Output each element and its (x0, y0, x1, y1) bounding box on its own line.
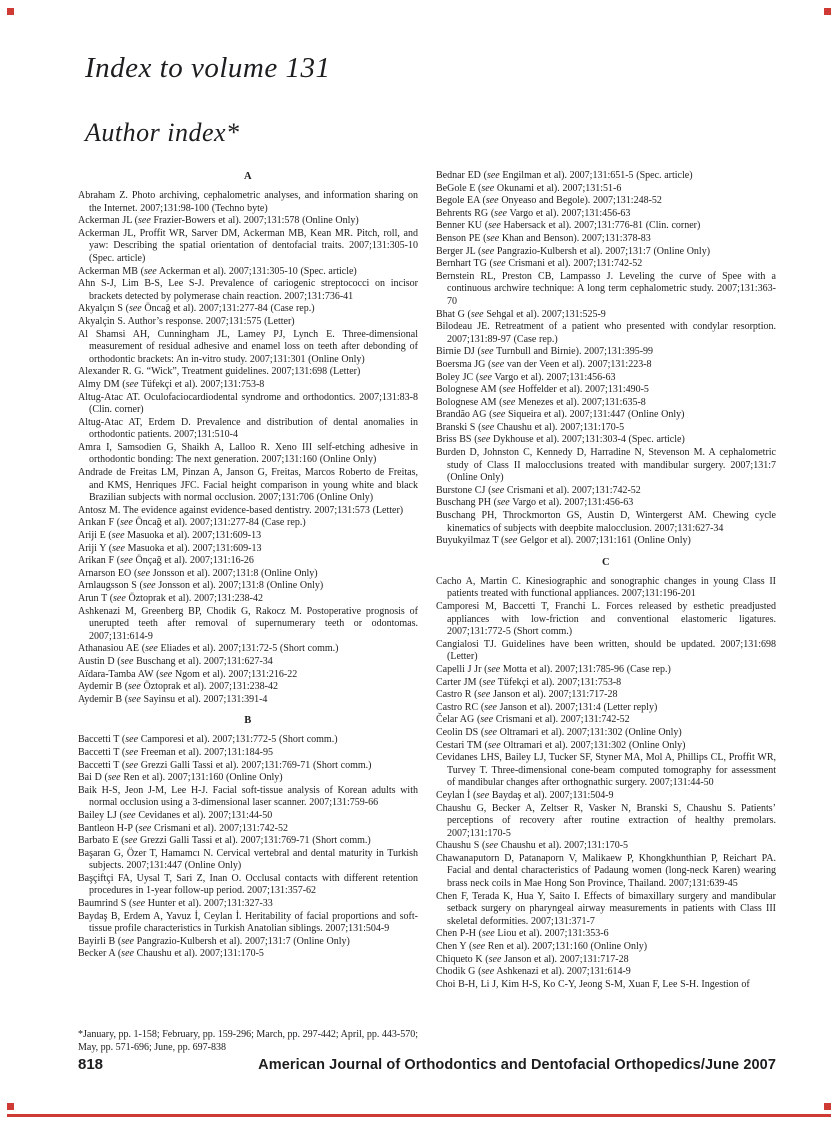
index-entry: Ceylan İ (see Baydaş et al). 2007;131:504-9 (436, 789, 614, 801)
crop-mark (7, 1103, 14, 1110)
index-entry: Boley JC (see Vargo et al). 2007;131:456-63 (436, 371, 616, 383)
index-entry: Al Shamsi AH, Cunningham JL, Lamey PJ, Lynch E. Three-dimensional measurement of residual adhesive and enamel loss on teeth after debonding of orthodontic brackets: An in-vitro study. 2007;131:301 (Online Only) (78, 328, 418, 365)
index-entry: Birnie DJ (see Turnbull and Birnie). 2007;131:395-99 (436, 346, 654, 358)
index-entry: Bantleon H-P (see Crismani et al). 2007;131:742-52 (78, 822, 288, 834)
index-entry: Chaushu S (see Chaushu et al). 2007;131:170-5 (436, 840, 629, 852)
index-entry: Chodik G (see Ashkenazi et al). 2007;131:614-9 (436, 966, 631, 978)
index-entry: Begole EA (see Onyeaso and Begole). 2007;131:248-52 (436, 195, 662, 207)
index-entry: Chaushu G, Becker A, Zeltser R, Vasker N, Branski S, Chaushu S. Patients’ perceptions of recovery after routine extraction of healthy premolars. 2007;131:170-5 (436, 802, 776, 839)
index-entry: Ariji Y (see Masuoka et al). 2007;131:609-13 (78, 542, 262, 554)
index-entry: Arun T (see Öztoprak et al). 2007;131:238-42 (78, 593, 263, 604)
right-column-entries (436, 170, 776, 991)
index-entry: Buyukyilmaz T (see Gelgor et al). 2007;131:161 (Online Only) (436, 535, 691, 547)
index-entry: Andrade de Freitas LM, Pinzan A, Janson G, Freitas, Marcos Roberto de Freitas, and KMS, Henriques JFC. Facial height comparison in young white and black Brazilian subjects with normal occlusion. 2007;131:706 (Online Only) (78, 467, 418, 504)
index-entry: Briss BS (see Dykhouse et al). 2007;131:303-4 (Spec. article) (436, 434, 685, 446)
index-entry: Brandão AG (see Siqueira et al). 2007;131:447 (Online Only) (436, 409, 685, 421)
index-entry: Buschang PH (see Vargo et al). 2007;131:456-63 (436, 497, 634, 509)
index-entry: Cangialosi TJ. Guidelines have been written, should be updated. 2007;131:698 (Letter) (436, 638, 776, 663)
index-entry: Arnlaugsson S (see Jonsson et al). 2007;131:8 (Online Only) (78, 580, 324, 592)
crop-mark (824, 8, 831, 15)
index-entry: Bernhart TG (see Crismani et al). 2007;131:742-52 (436, 258, 643, 270)
index-entry: Chen Y (see Ren et al). 2007;131:160 (Online Only) (436, 941, 648, 953)
index-entry: Baumrind S (see Hunter et al). 2007;131:327-33 (78, 898, 273, 910)
index-entry: Ariji E (see Masuoka et al). 2007;131:609-13 (78, 530, 262, 542)
index-entry: Antosz M. The evidence against evidence-based dentistry. 2007;131:573 (Letter) (78, 504, 404, 516)
section-letter: C (601, 556, 611, 568)
index-entry: Burstone CJ (see Crismani et al). 2007;131:742-52 (436, 484, 641, 496)
index-entry: Altug-Atac AT, Erdem D. Prevalence and distribution of dental anomalies in orthodontic patients. 2007;131:510-4 (78, 416, 418, 441)
index-entry: Akyalçin S. Author’s response. 2007;131:575 (Letter) (78, 315, 295, 327)
index-entry: Baccetti T (see Freeman et al). 2007;131:184-95 (78, 746, 273, 758)
index-entry: Baik H-S, Jeon J-M, Lee H-J. Facial soft-tissue analysis of Korean adults with normal occlusion using a 3-dimensional laser scanner. 2007;131:759-66 (78, 784, 418, 809)
index-entry: Başçiftçi FA, Uysal T, Sari Z, Inan O. Occlusal contacts with different retention procedures in 1-year follow-up period. 2007;131:357-62 (78, 872, 418, 897)
index-entry: Ceolin DS (see Oltramari et al). 2007;131:302 (Online Only) (436, 726, 682, 738)
index-entry: Arıkan F (see Öncağ et al). 2007;131:277-84 (Case rep.) (78, 517, 306, 529)
index-entry: Boersma JG (see van der Veen et al). 2007;131:223-8 (436, 358, 652, 370)
section-title-author-index: Author index* (85, 118, 240, 147)
index-entry: Ahn S-J, Lim B-S, Lee S-J. Prevalence of cariogenic streptococci on incisor brackets detected by polymerase chain reaction. 2007;131:736-41 (78, 278, 418, 302)
index-entry: Almy DM (see Tüfekçi et al). 2007;131:753-8 (78, 378, 265, 390)
journal-name: American Journal of Orthodontics and Dentofacial Orthopedics/June 2007 (258, 1057, 776, 1073)
index-entry: Chen F, Terada K, Hua Y, Saito I. Effects of bimaxillary surgery and mandibular setback surgery on pharyngeal airway measurements in patients with Class III skeletal deformities. 2007;131:371-7 (436, 890, 776, 927)
index-entry: Chiqueto K (see Janson et al). 2007;131:717-28 (436, 953, 629, 965)
index-entry: Arnarson EO (see Jonsson et al). 2007;131:8 (Online Only) (78, 567, 318, 579)
index-entry: Akyalçın S (see Öncağ et al). 2007;131:277-84 (Case rep.) (78, 303, 315, 315)
index-entry: Ackerman JL (see Frazier-Bowers et al). 2007;131:578 (Online Only) (78, 215, 359, 227)
index-entry: Baydaş B, Erdem A, Yavuz İ, Ceylan İ. Heritability of facial proportions and soft-tissue profile characteristics in Turkish Anatolian siblings. 2007;131:504-9 (78, 910, 418, 935)
page-title: Index to volume 131 (85, 52, 331, 84)
left-column-entries (78, 170, 418, 961)
index-entry: Castro R (see Janson et al). 2007;131:717-28 (436, 689, 618, 701)
index-entry: Athanasiou AE (see Eliades et al). 2007;131:72-5 (Short comm.) (78, 643, 339, 655)
index-entry: Ackerman JL, Proffit WR, Sarver DM, Ackerman MB, Kean MR. Pitch, roll, and yaw: Describing the spatial orientation of dentofacial traits. 2007;131:305-10 (Spec. article) (78, 227, 418, 264)
crop-mark (824, 1103, 831, 1110)
index-entry: Buschang PH, Throckmorton GS, Austin D, Wintergerst AM. Chewing cycle kinematics of subjects with deepbite malocclusion. 2007;131:627-34 (436, 510, 776, 534)
page-footer (78, 1056, 776, 1073)
index-entry: Bilodeau JE. Retreatment of a patient who presented with condylar resorption. 2007;131:89-97 (Case rep.) (436, 321, 776, 345)
index-entry: Bolognese AM (see Hoffelder et al). 2007;131:490-5 (436, 384, 649, 396)
index-entry: Aïdara-Tamba AW (see Ngom et al). 2007;131:216-22 (78, 668, 298, 680)
index-entry: Abraham Z. Photo archiving, cephalometric analyses, and information sharing on the Internet. 2007;131:98-100 (Techno byte) (78, 190, 418, 214)
section-letter: B (244, 715, 252, 727)
index-entry: Chawanaputorn D, Patanaporn V, Malikaew P, Khongkhunthian P, Reichart PA. Facial and dental characteristics of Padaung women (long-neck Karen) wearing brass neck coils in Mae Hong Son Province, Thailand. 2007;131:639-45 (436, 852, 776, 890)
left-column (78, 170, 418, 1054)
index-entry: Cevidanes LHS, Bailey LJ, Tucker SF, Styner MA, Mol A, Phillips CL, Proffit WR, Turvey T. Three-dimensional cone-beam computed tomography for assessment of mandibular changes after orthognathic surgery. 2007;131:44-50 (436, 752, 776, 789)
index-entry: Arikan F (see Önçağ et al). 2007;131:16-26 (78, 555, 254, 567)
index-entry: Choi B-H, Li J, Kim H-S, Ko C-Y, Jeong S-M, Xuan F, Lee S-H. Ingestion of (436, 978, 750, 990)
month-pages-footnote: *January, pp. 1-158; February, pp. 159-296; March, pp. 297-442; April, pp. 443-570; May, pp. 571-696; June, pp. 697-838 (78, 1029, 418, 1053)
index-entry: Capelli J Jr (see Motta et al). 2007;131:785-96 (Case rep.) (436, 663, 671, 675)
index-entry: Cestari TM (see Oltramari et al). 2007;131:302 (Online Only) (436, 739, 686, 751)
index-entry: Bhat G (see Sehgal et al). 2007;131:525-9 (436, 308, 606, 320)
index-entry: Behrents RG (see Vargo et al). 2007;131:456-63 (436, 207, 631, 219)
index-entry: Benner KU (see Habersack et al). 2007;131:776-81 (Clin. corner) (436, 220, 701, 232)
index-entry: Benson PE (see Khan and Benson). 2007;131:378-83 (436, 232, 651, 244)
index-entry: Bernstein RL, Preston CB, Lampasso J. Leveling the curve of Spee with a continuous archwire technique: A long term cephalometric study. 2007;131:363-70 (436, 270, 776, 307)
index-entry: Ashkenazi M, Greenberg BP, Chodik G, Rakocz M. Postoperative prognosis of unerupted teeth after removal of supernumerary teeth or odontomas. 2007;131:614-9 (78, 605, 418, 642)
index-entry: Baccetti T (see Camporesi et al). 2007;131:772-5 (Short comm.) (78, 734, 338, 746)
index-entry: Başaran G, Özer T, Hamamcı N. Cervical vertebral and dental maturity in Turkish subjects. 2007;131:447 (Online Only) (78, 847, 418, 872)
page-number: 818 (78, 1056, 104, 1073)
index-entry: Bayirli B (see Pangrazio-Kulbersh et al). 2007;131:7 (Online Only) (78, 935, 350, 947)
section-letter: A (243, 171, 253, 182)
index-entry: Ackerman MB (see Ackerman et al). 2007;131:305-10 (Spec. article) (78, 265, 357, 277)
index-columns (78, 170, 776, 1054)
index-entry: Castro RC (see Janson et al). 2007;131:4 (Letter reply) (436, 701, 658, 713)
index-entry: Aydemir B (see Sayinsu et al). 2007;131:391-4 (78, 693, 268, 705)
index-entry: Barbato E (see Grezzi Galli Tassi et al). 2007;131:769-71 (Short comm.) (78, 835, 371, 847)
bottom-rule (7, 1114, 831, 1117)
index-entry: BeGole E (see Okunami et al). 2007;131:51-6 (436, 182, 622, 194)
right-column (436, 170, 776, 1054)
index-entry: Bailey LJ (see Cevidanes et al). 2007;131:44-50 (78, 809, 273, 821)
index-entry: Carter JM (see Tüfekçi et al). 2007;131:753-8 (436, 676, 622, 688)
index-entry: Branski S (see Chaushu et al). 2007;131:170-5 (436, 421, 625, 433)
index-entry: Bai D (see Ren et al). 2007;131:160 (Online Only) (78, 772, 283, 784)
index-entry: Austin D (see Buschang et al). 2007;131:627-34 (78, 655, 273, 667)
index-entry: Chen P-H (see Liou et al). 2007;131:353-6 (436, 928, 609, 940)
index-entry: Bolognese AM (see Menezes et al). 2007;131:635-8 (436, 396, 646, 408)
index-entry: Baccetti T (see Grezzi Galli Tassi et al). 2007;131:769-71 (Short comm.) (78, 759, 372, 771)
index-entry: Amra I, Samsodien G, Shaikh A, Lalloo R. Xeno III self-etching adhesive in orthodontic bonding: The next generation. 2007;131:160 (Online Only) (78, 441, 418, 466)
index-entry: Camporesi M, Baccetti T, Franchi L. Forces released by esthetic preadjusted appliances with low-friction and conventional elastomeric ligatures. 2007;131:772-5 (Short comm.) (436, 601, 776, 638)
index-entry: Becker A (see Chaushu et al). 2007;131:170-5 (78, 948, 264, 960)
index-entry: Burden D, Johnston C, Kennedy D, Harradine N, Stevenson M. A cephalometric study of Class II malocclusions treated with mandibular surgery. 2007;131:7 (Online Only) (436, 447, 776, 484)
index-entry: Aydemir B (see Öztoprak et al). 2007;131:238-42 (78, 681, 278, 693)
index-entry: Alexander R. G. “Wick”, Treatment guidelines. 2007;131:698 (Letter) (78, 366, 361, 378)
index-entry: Čelar AG (see Crismani et al). 2007;131:742-52 (436, 714, 630, 726)
index-entry: Berger JL (see Pangrazio-Kulbersh et al). 2007;131:7 (Online Only) (436, 245, 711, 257)
index-entry: Bednar ED (see Engilman et al). 2007;131:651-5 (Spec. article) (436, 170, 693, 181)
index-entry: Cacho A, Martin C. Kinesiographic and sonographic changes in young Class II patients treated with functional appliances. 2007;131:196-201 (436, 575, 776, 600)
index-entry: Altug-Atac AT. Oculofaciocardiodental syndrome and orthodontics. 2007;131:83-8 (Clin. corner) (78, 391, 418, 416)
crop-mark (7, 8, 14, 15)
